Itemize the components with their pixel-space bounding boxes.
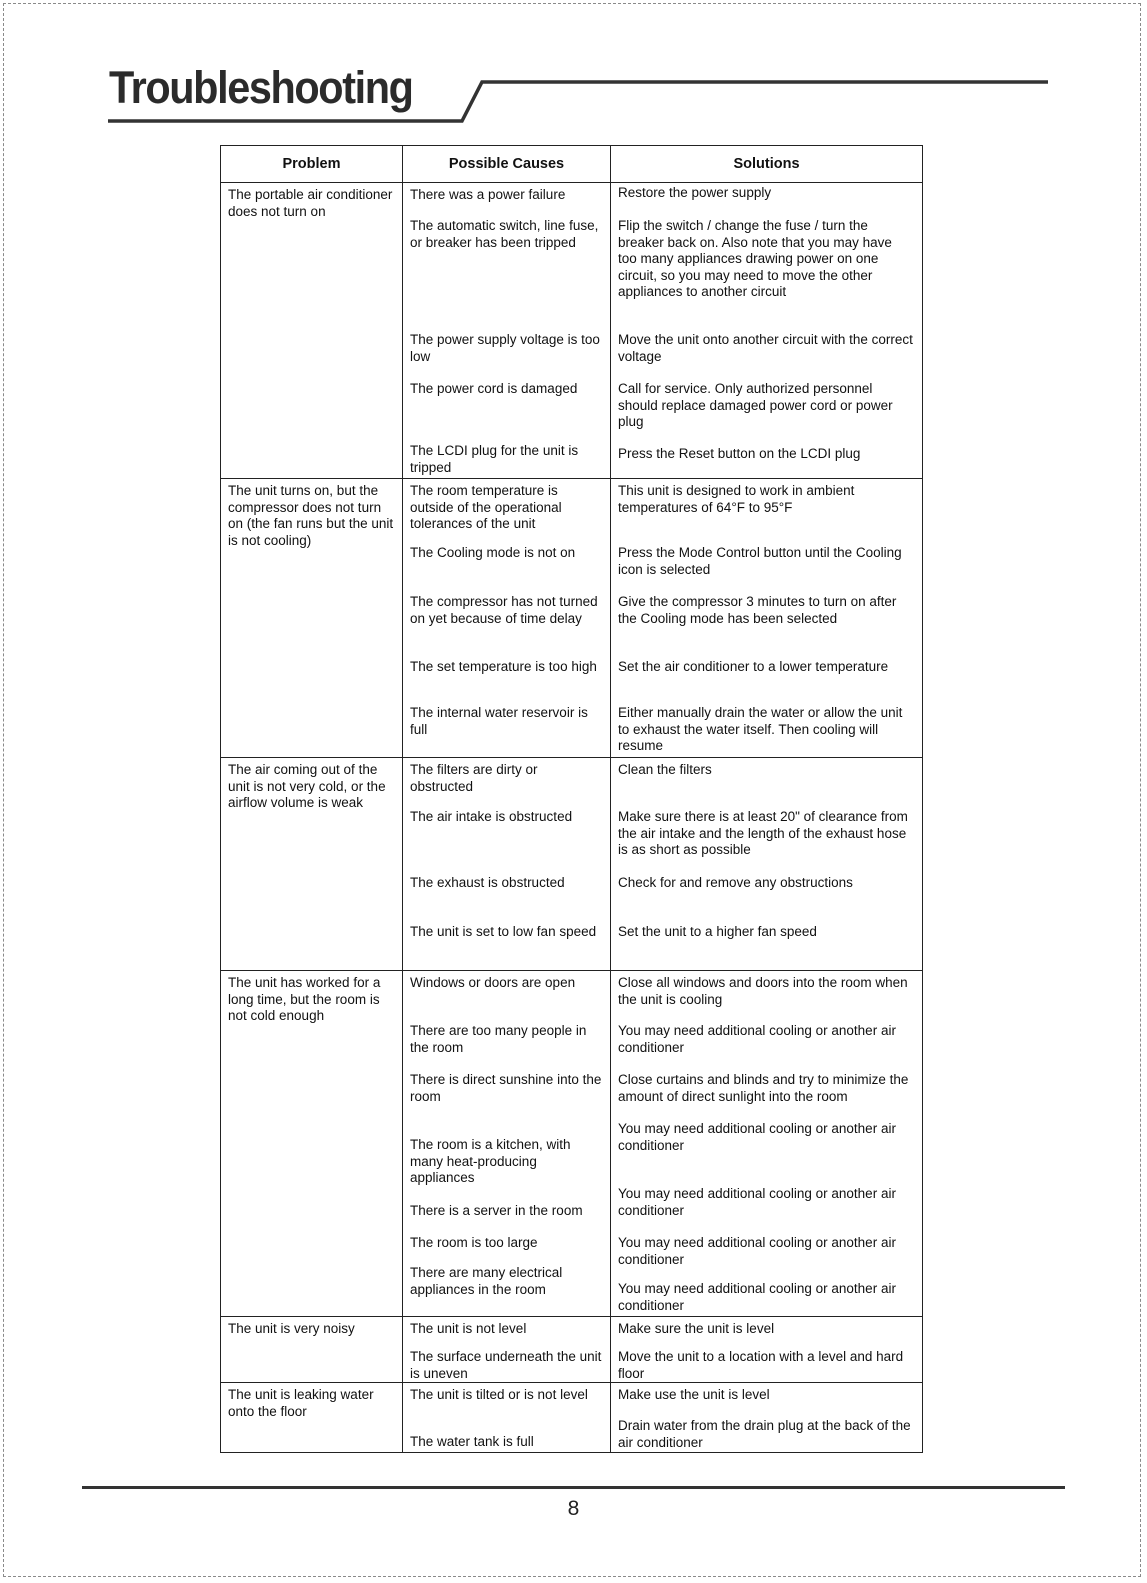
- title-underline-decoration: [0, 0, 1147, 130]
- solution-item: Make sure there is at least 20" of clearance from the air intake and the length of the exhaust hose is as short as possible: [618, 809, 908, 857]
- solution-item: Make sure the unit is level: [618, 1321, 775, 1336]
- cause-item: The air intake is obstructed: [410, 809, 573, 824]
- solution-item: Either manually drain the water or allow the unit to exhaust the water itself. Then cooling will resume: [618, 705, 903, 753]
- problem-cell: [221, 758, 403, 971]
- problem-cell: [221, 479, 403, 758]
- causes-cell: [403, 758, 611, 971]
- table-row: [221, 1317, 923, 1383]
- problem-cell: [221, 1383, 403, 1453]
- causes-cell: [403, 1317, 611, 1383]
- solution-item: This unit is designed to work in ambient temperatures of 64°F to 95°F: [618, 483, 855, 515]
- solution-item: Clean the filters: [618, 762, 712, 777]
- cause-item: The room is too large: [410, 1235, 538, 1250]
- solutions-cell: [611, 758, 923, 971]
- solution-item: Give the compressor 3 minutes to turn on after the Cooling mode has been selected: [618, 594, 897, 626]
- cause-item: There was a power failure: [410, 187, 566, 202]
- cause-item: The water tank is full: [410, 1434, 534, 1449]
- cause-item: The set temperature is too high: [410, 659, 597, 674]
- cause-item: The filters are dirty or obstructed: [410, 762, 538, 794]
- problem-text: The unit is very noisy: [228, 1321, 355, 1336]
- cause-item: The internal water reservoir is full: [410, 705, 588, 737]
- cause-item: The unit is tilted or is not level: [410, 1387, 588, 1402]
- table-row: [221, 1383, 923, 1453]
- cause-item: Windows or doors are open: [410, 975, 576, 990]
- causes-cell: [403, 971, 611, 1317]
- cause-item: The room is a kitchen, with many heat-producing appliances: [410, 1137, 571, 1185]
- solution-item: You may need additional cooling or another air conditioner: [618, 1121, 896, 1153]
- solution-item: Move the unit to a location with a level and hard floor: [618, 1349, 904, 1381]
- problem-cell: [221, 183, 403, 479]
- solution-item: Call for service. Only authorized personnel should replace damaged power cord or power plug: [618, 381, 893, 429]
- cause-item: The power cord is damaged: [410, 381, 578, 396]
- solutions-cell: [611, 183, 923, 479]
- header-problem: Problem: [221, 146, 403, 183]
- solution-item: Press the Reset button on the LCDI plug: [618, 446, 861, 461]
- solution-item: Flip the switch / change the fuse / turn the breaker back on. Also note that you may have too many appliances drawing power on one circuit, so you may need to move the other appliances to another circuit: [618, 218, 892, 299]
- solution-item: Drain water from the drain plug at the back of the air conditioner: [618, 1418, 911, 1450]
- causes-cell: [403, 1383, 611, 1453]
- problem-text: The unit turns on, but the compressor does not turn on (the fan runs but the unit is not cooling): [228, 483, 394, 548]
- cause-item: The unit is not level: [410, 1321, 527, 1336]
- solution-item: Press the Mode Control button until the Cooling icon is selected: [618, 545, 902, 577]
- table-row: [221, 758, 923, 971]
- solution-item: Close all windows and doors into the room when the unit is cooling: [618, 975, 908, 1007]
- problem-text: The portable air conditioner does not turn on: [228, 187, 393, 219]
- cause-item: The Cooling mode is not on: [410, 545, 576, 560]
- header-possible-causes: Possible Causes: [403, 146, 611, 183]
- solution-item: Make use the unit is level: [618, 1387, 770, 1402]
- page-title: Troubleshooting: [109, 62, 413, 113]
- cause-item: There is a server in the room: [410, 1203, 583, 1218]
- troubleshooting-table: [220, 145, 923, 1453]
- solutions-cell: [611, 1317, 923, 1383]
- footer-rule: [82, 1486, 1065, 1489]
- causes-cell: [403, 479, 611, 758]
- table-row: [221, 183, 923, 479]
- table-row: [221, 479, 923, 758]
- solution-item: Check for and remove any obstructions: [618, 875, 853, 890]
- solution-item: You may need additional cooling or another air conditioner: [618, 1186, 896, 1218]
- page-number: 8: [567, 1497, 580, 1520]
- problem-cell: [221, 971, 403, 1317]
- cause-item: The surface underneath the unit is uneven: [410, 1349, 602, 1381]
- solution-item: Set the air conditioner to a lower temperature: [618, 659, 889, 674]
- cause-item: The power supply voltage is too low: [410, 332, 600, 364]
- problem-text: The unit has worked for a long time, but the room is not cold enough: [228, 975, 381, 1023]
- solutions-cell: [611, 1383, 923, 1453]
- solutions-cell: [611, 479, 923, 758]
- problem-cell: [221, 1317, 403, 1383]
- cause-item: There are too many people in the room: [410, 1023, 587, 1055]
- solution-item: Move the unit onto another circuit with the correct voltage: [618, 332, 913, 364]
- causes-cell: [403, 183, 611, 479]
- cause-item: The room temperature is outside of the operational tolerances of the unit: [410, 483, 562, 531]
- cause-item: The automatic switch, line fuse, or breaker has been tripped: [410, 218, 599, 250]
- solution-item: You may need additional cooling or another air conditioner: [618, 1023, 896, 1055]
- header-solutions: Solutions: [611, 146, 923, 183]
- cause-item: The compressor has not turned on yet because of time delay: [410, 594, 598, 626]
- solutions-cell: [611, 971, 923, 1317]
- solution-item: You may need additional cooling or another air conditioner: [618, 1281, 896, 1313]
- cause-item: The exhaust is obstructed: [410, 875, 565, 890]
- solution-item: You may need additional cooling or another air conditioner: [618, 1235, 896, 1267]
- cause-item: There are many electrical appliances in the room: [410, 1265, 563, 1297]
- table-header-row: [221, 146, 923, 183]
- cause-item: There is direct sunshine into the room: [410, 1072, 602, 1104]
- solution-item: Restore the power supply: [618, 185, 772, 200]
- solution-item: Close curtains and blinds and try to minimize the amount of direct sunlight into the room: [618, 1072, 909, 1104]
- problem-text: The unit is leaking water onto the floor: [228, 1387, 374, 1419]
- problem-text: The air coming out of the unit is not very cold, or the airflow volume is weak: [228, 762, 386, 810]
- cause-item: The unit is set to low fan speed: [410, 924, 597, 939]
- cause-item: The LCDI plug for the unit is tripped: [410, 443, 579, 475]
- table-row: [221, 971, 923, 1317]
- solution-item: Set the unit to a higher fan speed: [618, 924, 817, 939]
